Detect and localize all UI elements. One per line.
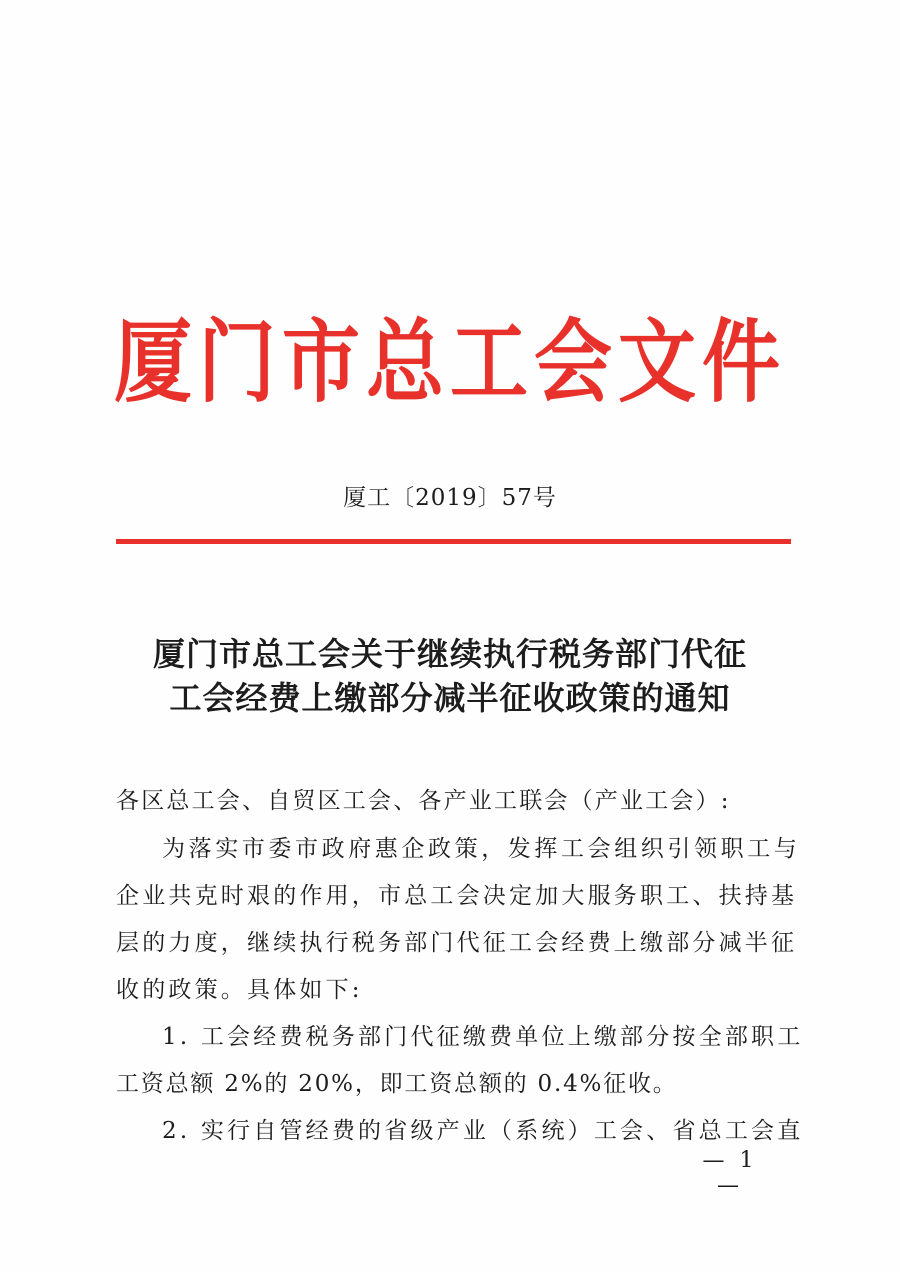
page-number: — 1 — [702, 1148, 758, 1198]
notice-title [0, 632, 900, 720]
paragraph-1-line-2: 企业共克时艰的作用，市总工会决定加大服务职工、扶持基 [116, 883, 798, 909]
item-2-line-1: 2. 实行自管经费的省级产业（系统）工会、省总工会直 [162, 1118, 804, 1144]
masthead-title: 厦门市总工会文件 [113, 311, 786, 415]
salutation: 各区总工会、自贸区工会、各产业工联会（产业工会）: [116, 788, 731, 814]
item-1-line-2: 工资总额 2%的 20%，即工资总额的 0.4%征收。 [116, 1071, 678, 1097]
document-number: 厦工〔2019〕57号 [343, 485, 557, 511]
paragraph-1-line-4: 收的政策。具体如下: [116, 977, 363, 1003]
red-divider-line [116, 539, 791, 544]
item-1-line-1: 1. 工会经费税务部门代征缴费单位上缴部分按全部职工 [162, 1024, 804, 1050]
notice-title-line-1: 厦门市总工会关于继续执行税务部门代征 [152, 635, 747, 673]
notice-title-line-2: 工会经费上缴部分减半征收政策的通知 [169, 679, 731, 717]
paragraph-1-line-3: 层的力度，继续执行税务部门代征工会经费上缴部分减半征 [116, 930, 798, 956]
paragraph-1-line-1: 为落实市委市政府惠企政策，发挥工会组织引领职工与 [162, 836, 801, 862]
